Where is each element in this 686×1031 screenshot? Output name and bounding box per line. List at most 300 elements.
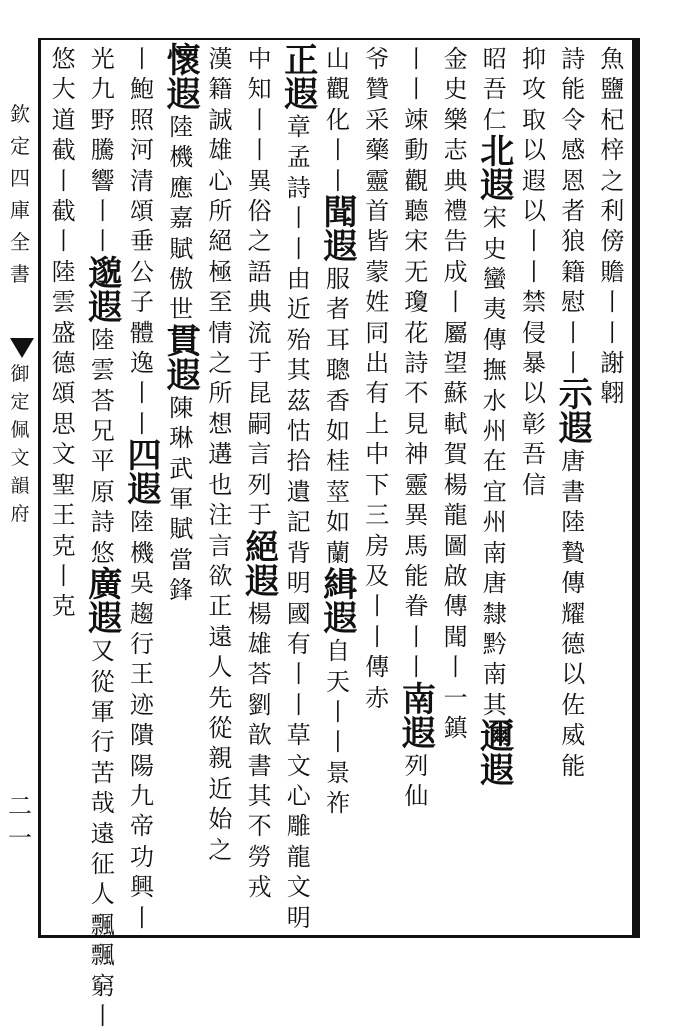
text-char: 極 — [208, 257, 233, 286]
text-char: 哉 — [90, 789, 115, 818]
text-char: 首 — [365, 197, 390, 226]
text-char: 詩 — [404, 349, 429, 378]
text-char: 殆 — [286, 325, 311, 354]
headword-char: 緝 — [323, 565, 358, 606]
text-char: 狼 — [561, 227, 586, 256]
text-char: 響 — [90, 166, 115, 195]
text-char: 茲 — [286, 386, 311, 415]
text-char: 列 — [247, 470, 272, 499]
text-char: 行 — [130, 629, 154, 658]
text-char: 章 — [286, 113, 311, 141]
text-char: 陸 — [561, 508, 586, 537]
text-char: 九 — [130, 781, 154, 810]
text-char: 丨 — [90, 227, 115, 256]
text-char: 苦 — [90, 758, 115, 787]
text-char: 隸 — [482, 599, 507, 628]
text-char: 丨 — [326, 728, 350, 757]
text-column — [127, 44, 162, 932]
headword-char: 遐 — [323, 227, 358, 268]
text-char: 情 — [208, 318, 233, 347]
text-char: 欲 — [208, 561, 233, 590]
text-char: 書 — [561, 477, 586, 506]
text-char: 昭 — [482, 45, 507, 73]
text-char: 思 — [51, 409, 76, 438]
text-char: 丨 — [326, 166, 350, 195]
text-char: 竦 — [404, 105, 429, 134]
text-char: 世 — [169, 295, 194, 324]
headword-char: 貫 — [166, 321, 201, 362]
text-char: 丨 — [90, 197, 115, 226]
headword-char: 遐 — [480, 166, 515, 207]
text-char: 琳 — [169, 424, 194, 453]
text-char: 如 — [326, 508, 350, 537]
text-char: 絕 — [208, 227, 233, 256]
text-char: 語 — [247, 257, 272, 286]
text-char: 賦 — [169, 234, 194, 263]
text-char: 丨 — [326, 136, 350, 165]
text-char: 丨 — [561, 318, 586, 347]
headword-char: 廣 — [88, 565, 123, 606]
text-char: 南 — [482, 660, 507, 689]
text-char: 注 — [208, 501, 233, 530]
text-char: 興 — [130, 873, 154, 902]
text-char: 服 — [326, 265, 350, 294]
text-char: 藥 — [365, 136, 390, 165]
text-column — [49, 44, 78, 932]
margin-volume-char: 定 — [10, 391, 30, 413]
page-margin — [0, 38, 38, 938]
text-char: 楊 — [443, 470, 468, 499]
text-char: 王 — [130, 660, 154, 689]
text-char: 丨 — [404, 45, 429, 73]
text-char: 能 — [561, 751, 586, 780]
text-column — [166, 41, 201, 932]
text-char: 丨 — [326, 697, 350, 726]
text-char: 心 — [208, 166, 233, 195]
text-char: 背 — [286, 538, 311, 567]
headword-char: 南 — [401, 679, 436, 720]
text-char: 信 — [522, 470, 546, 499]
text-char: 傳 — [365, 653, 390, 682]
text-char: 嗣 — [247, 409, 272, 438]
headword-char: 北 — [480, 132, 515, 173]
text-char: 戎 — [247, 873, 272, 902]
margin-volume-char: 佩 — [10, 419, 30, 441]
text-char: 丨 — [286, 204, 311, 233]
text-char: 于 — [247, 349, 272, 378]
text-char: 上 — [365, 409, 390, 438]
text-char: 傲 — [169, 265, 194, 294]
text-char: 山 — [326, 45, 350, 73]
text-char: 蘇 — [443, 379, 468, 408]
text-char: 文 — [286, 751, 311, 780]
text-char: 傳 — [443, 592, 468, 621]
text-char: 出 — [365, 349, 390, 378]
text-char: 傍 — [600, 227, 625, 256]
text-char: 采 — [365, 105, 390, 134]
text-char: 書 — [247, 751, 272, 780]
text-char: 傳 — [482, 325, 507, 354]
text-char: 丨 — [443, 653, 468, 682]
headword-char: 遐 — [88, 287, 123, 328]
text-char: 不 — [404, 379, 429, 408]
text-char: 史 — [443, 75, 468, 104]
margin-title-char: 庫 — [10, 198, 30, 222]
text-char: 典 — [443, 166, 468, 195]
text-char: 陸 — [169, 113, 194, 141]
text-char: 飄 — [90, 910, 115, 939]
margin-title-char: 定 — [10, 134, 30, 158]
text-char: 自 — [326, 637, 350, 666]
text-char: 丨 — [90, 1001, 115, 1030]
text-char: 神 — [404, 440, 429, 469]
text-char: 天 — [326, 667, 350, 696]
text-char: 皆 — [365, 227, 390, 256]
text-char: 籍 — [561, 257, 586, 286]
text-char: 窮 — [90, 971, 115, 1000]
text-char: 水 — [482, 386, 507, 415]
text-char: 詩 — [90, 508, 115, 537]
text-char: 列 — [404, 751, 429, 780]
text-char: 花 — [404, 318, 429, 347]
text-char: 禮 — [443, 197, 468, 226]
text-char: 感 — [561, 136, 586, 165]
text-char: 平 — [90, 447, 115, 476]
text-char: 志 — [443, 136, 468, 165]
text-char: 丨 — [365, 622, 390, 651]
text-char: 克 — [51, 531, 76, 560]
text-char: 始 — [208, 805, 233, 834]
text-char: 黔 — [482, 629, 507, 658]
text-char: 又 — [90, 637, 115, 666]
headword-char: 遐 — [88, 599, 123, 640]
text-char: 當 — [169, 545, 194, 574]
margin-title-char: 欽 — [10, 102, 30, 126]
text-char: 光 — [90, 45, 115, 73]
text-char: 告 — [443, 227, 468, 256]
text-char: 聞 — [443, 622, 468, 651]
text-char: 知 — [247, 75, 272, 104]
text-char: 飄 — [90, 941, 115, 970]
text-char: 親 — [208, 744, 233, 773]
text-char: 化 — [326, 105, 350, 134]
text-column — [206, 44, 235, 932]
text-char: 姓 — [365, 288, 390, 317]
text-char: 克 — [51, 592, 76, 621]
text-char: 道 — [51, 105, 76, 134]
text-char: 一 — [443, 683, 468, 712]
text-column — [284, 41, 319, 932]
text-char: 威 — [561, 721, 586, 750]
text-char: 見 — [404, 409, 429, 438]
text-char: 至 — [208, 288, 233, 317]
text-char: 軍 — [169, 485, 194, 514]
text-char: 者 — [561, 197, 586, 226]
text-char: 行 — [90, 728, 115, 757]
text-char: 由 — [286, 265, 311, 294]
text-char: 鎮 — [443, 713, 468, 742]
text-char: 丨 — [247, 105, 272, 134]
text-char: 劉 — [247, 690, 272, 719]
text-char: 騰 — [90, 136, 115, 165]
headword-char: 懷 — [166, 41, 201, 81]
text-char: 如 — [326, 417, 350, 446]
text-char: 遐 — [522, 166, 546, 195]
text-char: 禁 — [522, 288, 546, 317]
text-char: 丨 — [404, 622, 429, 651]
text-char: 靈 — [404, 470, 429, 499]
text-char: 征 — [90, 849, 115, 878]
book-title-vertical — [8, 98, 32, 328]
text-char: 公 — [130, 257, 154, 286]
text-char: 丨 — [404, 653, 429, 682]
text-char: 同 — [365, 318, 390, 347]
text-char: 鮑 — [130, 75, 154, 104]
text-char: 丨 — [51, 561, 76, 590]
text-char: 中 — [365, 440, 390, 469]
text-char: 陳 — [169, 393, 194, 422]
text-char: 唐 — [561, 447, 586, 476]
text-char: 瓊 — [404, 288, 429, 317]
text-char: 王 — [51, 501, 76, 530]
text-char: 丨 — [522, 227, 546, 256]
text-char: 靈 — [365, 166, 390, 195]
text-char: 以 — [522, 197, 546, 226]
text-char: 佐 — [561, 690, 586, 719]
text-char: 唐 — [482, 569, 507, 598]
text-char: 文 — [286, 873, 311, 902]
headword-char: 邈 — [88, 253, 123, 294]
headword-char: 示 — [558, 375, 593, 416]
text-char: 悠 — [90, 538, 115, 567]
text-char: 典 — [247, 288, 272, 317]
text-char: 體 — [130, 318, 154, 347]
headword-char: 遐 — [245, 561, 280, 602]
text-char: 在 — [482, 447, 507, 476]
text-char: 丨 — [600, 288, 625, 317]
text-char: 傳 — [561, 569, 586, 598]
headword-char: 遐 — [127, 470, 162, 511]
text-char: 望 — [443, 349, 468, 378]
text-char: 祚 — [326, 789, 350, 818]
text-char: 丨 — [51, 227, 76, 256]
text-char: 樂 — [443, 105, 468, 134]
text-char: 心 — [286, 781, 311, 810]
text-char: 之 — [208, 835, 233, 864]
text-char: 從 — [90, 667, 115, 696]
text-char: 眷 — [404, 592, 429, 621]
text-char: 截 — [51, 197, 76, 226]
text-char: 頌 — [51, 379, 76, 408]
text-char: 雲 — [51, 288, 76, 317]
text-char: 宋 — [482, 204, 507, 233]
text-char: 明 — [286, 903, 311, 932]
text-char: 其 — [482, 690, 507, 719]
text-char: 昆 — [247, 379, 272, 408]
text-char: 有 — [286, 629, 311, 658]
text-char: 无 — [404, 257, 429, 286]
text-char: 令 — [561, 105, 586, 134]
text-char: 之 — [600, 166, 625, 195]
text-char: 丨 — [130, 45, 154, 73]
text-char: 機 — [169, 143, 194, 172]
text-char: 陽 — [130, 751, 154, 780]
text-char: 謝 — [600, 349, 625, 378]
text-char: 野 — [90, 105, 115, 134]
text-char: 子 — [130, 288, 154, 317]
text-char: 吳 — [130, 569, 154, 598]
text-char: 陸 — [130, 508, 154, 537]
text-char: 景 — [326, 758, 350, 787]
text-char: 蘭 — [326, 538, 350, 567]
text-char: 于 — [247, 501, 272, 530]
text-char: 鋒 — [169, 576, 194, 605]
text-char: 隤 — [130, 721, 154, 750]
margin-volume-char: 韻 — [10, 475, 30, 497]
text-char: 賀 — [443, 440, 468, 469]
text-char: 觀 — [326, 75, 350, 104]
text-char: 遺 — [286, 477, 311, 506]
text-column — [323, 44, 358, 932]
text-char: 誠 — [208, 105, 233, 134]
text-char: 丨 — [365, 592, 390, 621]
fishtail-mark — [10, 338, 34, 358]
text-char: 其 — [247, 781, 272, 810]
text-char: 贍 — [600, 257, 625, 286]
text-char: 漢 — [208, 45, 233, 73]
text-char: 恩 — [561, 166, 586, 195]
text-char: 動 — [404, 136, 429, 165]
text-char: 丨 — [404, 75, 429, 104]
text-char: 人 — [208, 653, 233, 682]
text-char: 南 — [482, 538, 507, 567]
text-char: 取 — [522, 105, 546, 134]
text-char: 陸 — [90, 325, 115, 354]
text-char: 撫 — [482, 356, 507, 385]
text-char: 丨 — [51, 166, 76, 195]
text-char: 想 — [208, 409, 233, 438]
text-char: 丨 — [286, 690, 311, 719]
text-char: 軾 — [443, 409, 468, 438]
text-char: 兄 — [90, 417, 115, 446]
text-char: 史 — [482, 234, 507, 263]
volume-title-vertical — [8, 360, 32, 528]
text-char: 金 — [443, 45, 468, 73]
text-column — [401, 44, 436, 932]
text-char: 陸 — [51, 257, 76, 286]
text-char: 贄 — [561, 538, 586, 567]
text-char: 河 — [130, 136, 154, 165]
text-char: 耳 — [326, 325, 350, 354]
margin-volume-char: 府 — [10, 503, 30, 525]
text-char: 聰 — [326, 356, 350, 385]
text-char: 趨 — [130, 599, 154, 628]
text-char: 中 — [247, 45, 272, 73]
headword-char: 遐 — [480, 751, 515, 792]
headword-char: 遐 — [323, 599, 358, 640]
margin-title-char: 書 — [10, 262, 30, 286]
text-block — [44, 41, 632, 1030]
text-char: 州 — [482, 508, 507, 537]
headword-char: 遐 — [166, 355, 201, 396]
text-char: 丨 — [522, 257, 546, 286]
text-char: 楊 — [247, 599, 272, 628]
text-char: 明 — [286, 569, 311, 598]
text-char: 聽 — [404, 197, 429, 226]
text-column — [245, 44, 280, 932]
text-char: 仙 — [404, 781, 429, 810]
text-char: 以 — [561, 660, 586, 689]
text-char: 攻 — [522, 75, 546, 104]
text-char: 香 — [326, 386, 350, 415]
text-char: 馬 — [404, 531, 429, 560]
text-char: 近 — [208, 774, 233, 803]
text-char: 丨 — [130, 379, 154, 408]
text-char: 龍 — [286, 842, 311, 871]
text-char: 詩 — [286, 173, 311, 202]
margin-title-char: 全 — [10, 230, 30, 254]
text-char: 悠 — [51, 45, 76, 73]
text-char: 草 — [286, 721, 311, 750]
headword-char: 遐 — [166, 75, 201, 115]
text-char: 梓 — [600, 136, 625, 165]
text-char: 俗 — [247, 197, 272, 226]
text-char: 桂 — [326, 447, 350, 476]
text-char: 丨 — [561, 349, 586, 378]
text-char: 國 — [286, 599, 311, 628]
text-char: 嘉 — [169, 204, 194, 233]
text-char: 屬 — [443, 318, 468, 347]
text-char: 房 — [365, 531, 390, 560]
text-char: 以 — [522, 379, 546, 408]
text-char: 慰 — [561, 288, 586, 317]
text-char: 耀 — [561, 599, 586, 628]
text-char: 聖 — [51, 470, 76, 499]
text-char: 清 — [130, 166, 154, 195]
text-char: 軍 — [90, 697, 115, 726]
text-char: 流 — [247, 318, 272, 347]
text-char: 迹 — [130, 690, 154, 719]
text-char: 侵 — [522, 318, 546, 347]
text-char: 蠻 — [482, 265, 507, 294]
text-char: 記 — [286, 508, 311, 537]
text-char: 孟 — [286, 143, 311, 172]
text-char: 文 — [51, 440, 76, 469]
text-column — [363, 44, 392, 932]
text-char: 宋 — [404, 227, 429, 256]
headword-char: 遐 — [558, 409, 593, 450]
text-char: 言 — [208, 531, 233, 560]
text-char: 德 — [51, 349, 76, 378]
text-char: 應 — [169, 173, 194, 202]
text-char: 丨 — [286, 660, 311, 689]
text-char: 有 — [365, 379, 390, 408]
text-char: 拾 — [286, 447, 311, 476]
headword-char: 四 — [127, 436, 162, 477]
text-char: 近 — [286, 295, 311, 324]
text-char: 圖 — [443, 531, 468, 560]
text-char: 異 — [404, 501, 429, 530]
text-char: 遠 — [90, 819, 115, 848]
text-column — [558, 44, 593, 932]
text-char: 丨 — [443, 288, 468, 317]
text-char: 及 — [365, 561, 390, 590]
text-char: 暴 — [522, 349, 546, 378]
text-char: 歆 — [247, 721, 272, 750]
text-char: 武 — [169, 454, 194, 483]
text-char: 功 — [130, 842, 154, 871]
headword-char: 聞 — [323, 193, 358, 234]
